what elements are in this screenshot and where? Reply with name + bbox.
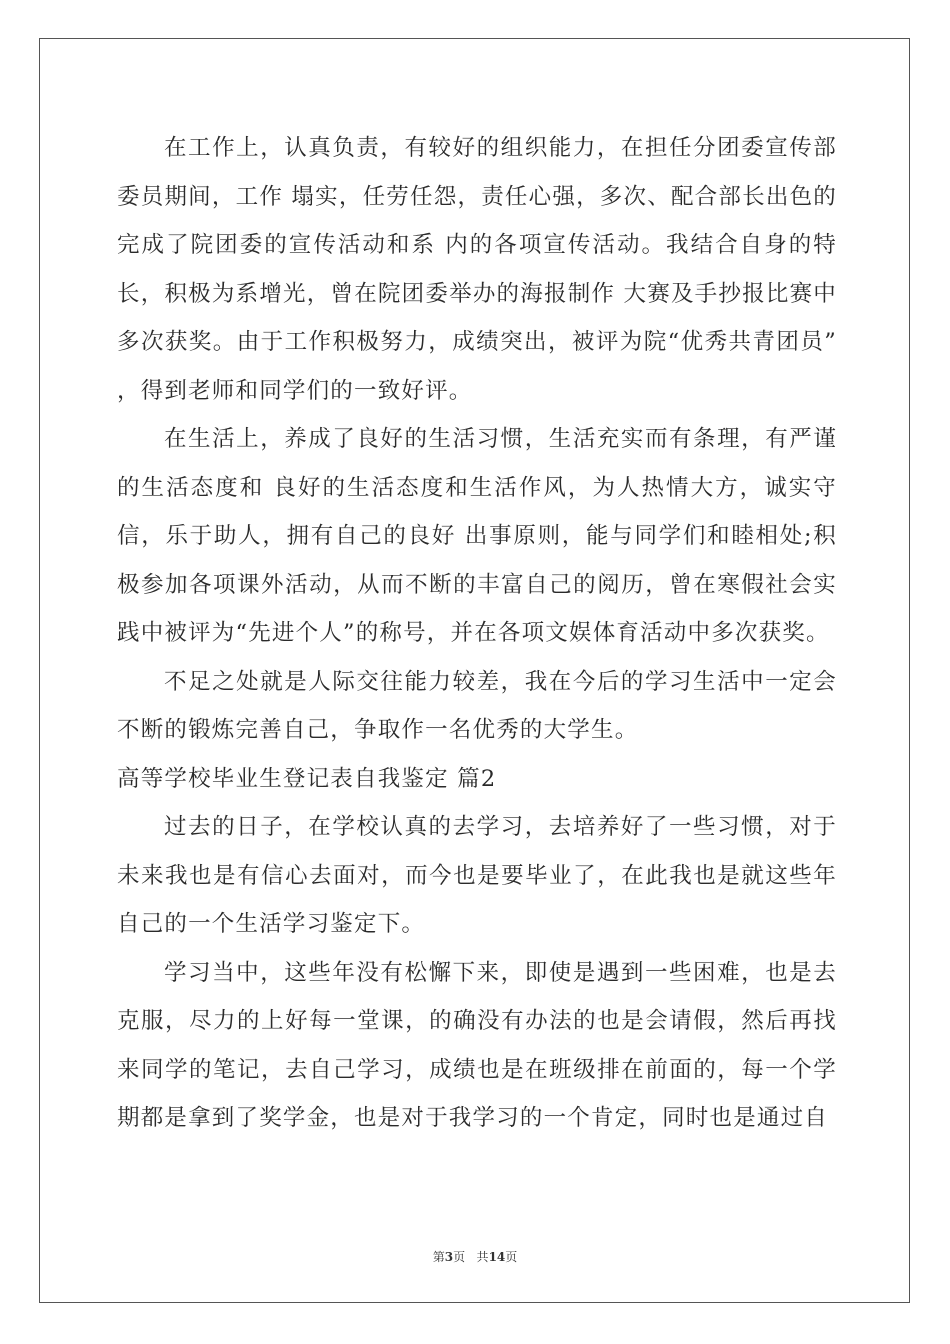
paragraph-study: 学习当中，这些年没有松懈下来，即使是遇到一些困难，也是去克服，尽力的上好每一堂课，的确没有办法的也是会请假，然后再找来同学的笔记，去自己学习，成绩也是在班级排在前面的，每一个学期都是拿到了奖学金，也是对于我学习的一个肯定，同时也是通过自 xyxy=(117,959,837,1131)
page-prefix: 第 xyxy=(432,1250,445,1264)
section-heading: 高等学校毕业生登记表自我鉴定 篇2 xyxy=(117,765,497,792)
paragraph-life: 在生活上，养成了良好的生活习惯，生活充实而有条理，有严谨的生活态度和 良好的生活态度和生活作风，为人热情大方，诚实守信，乐于助人，拥有自己的良好 出事原则，能与同学们和睦相处;积极参加各项课外活动，从而不断的丰富自己的阅历，曾在寒假社会实践中被评为“先进个人”的称号，并在各项文娱体育活动中多次获奖。 xyxy=(117,426,837,646)
total-suffix: 页 xyxy=(505,1250,518,1264)
paragraph-shortcomings: 不足之处就是人际交往能力较差，我在今后的学习生活中一定会不断的锻炼完善自己，争取作一名优秀的大学生。 xyxy=(117,668,837,743)
page-number: 3 xyxy=(444,1250,454,1264)
page-footer xyxy=(0,1248,950,1265)
paragraph-past-days: 过去的日子，在学校认真的去学习，去培养好了一些习惯，对于未来我也是有信心去面对，而今也是要毕业了，在此我也是就这些年自己的一个生活学习鉴定下。 xyxy=(117,814,837,937)
document-body xyxy=(117,124,846,1143)
total-pages: 14 xyxy=(488,1250,506,1264)
paragraph-work: 在工作上，认真负责，有较好的组织能力，在担任分团委宣传部委员期间，工作 塌实，任劳任怨，责任心强，多次、配合部长出色的完成了院团委的宣传活动和系 内的各项宣传活动。我结合自身的特长，积极为系增光，曾在院团委举办的海报制作 大赛及手抄报比赛中多次获奖。由于工作积极努力，成绩突出，被评为院“优秀共青团员” ，得到老师和同学们的一致好评。 xyxy=(117,135,846,404)
page-suffix: 页 xyxy=(453,1250,466,1264)
total-prefix: 共 xyxy=(476,1250,489,1264)
